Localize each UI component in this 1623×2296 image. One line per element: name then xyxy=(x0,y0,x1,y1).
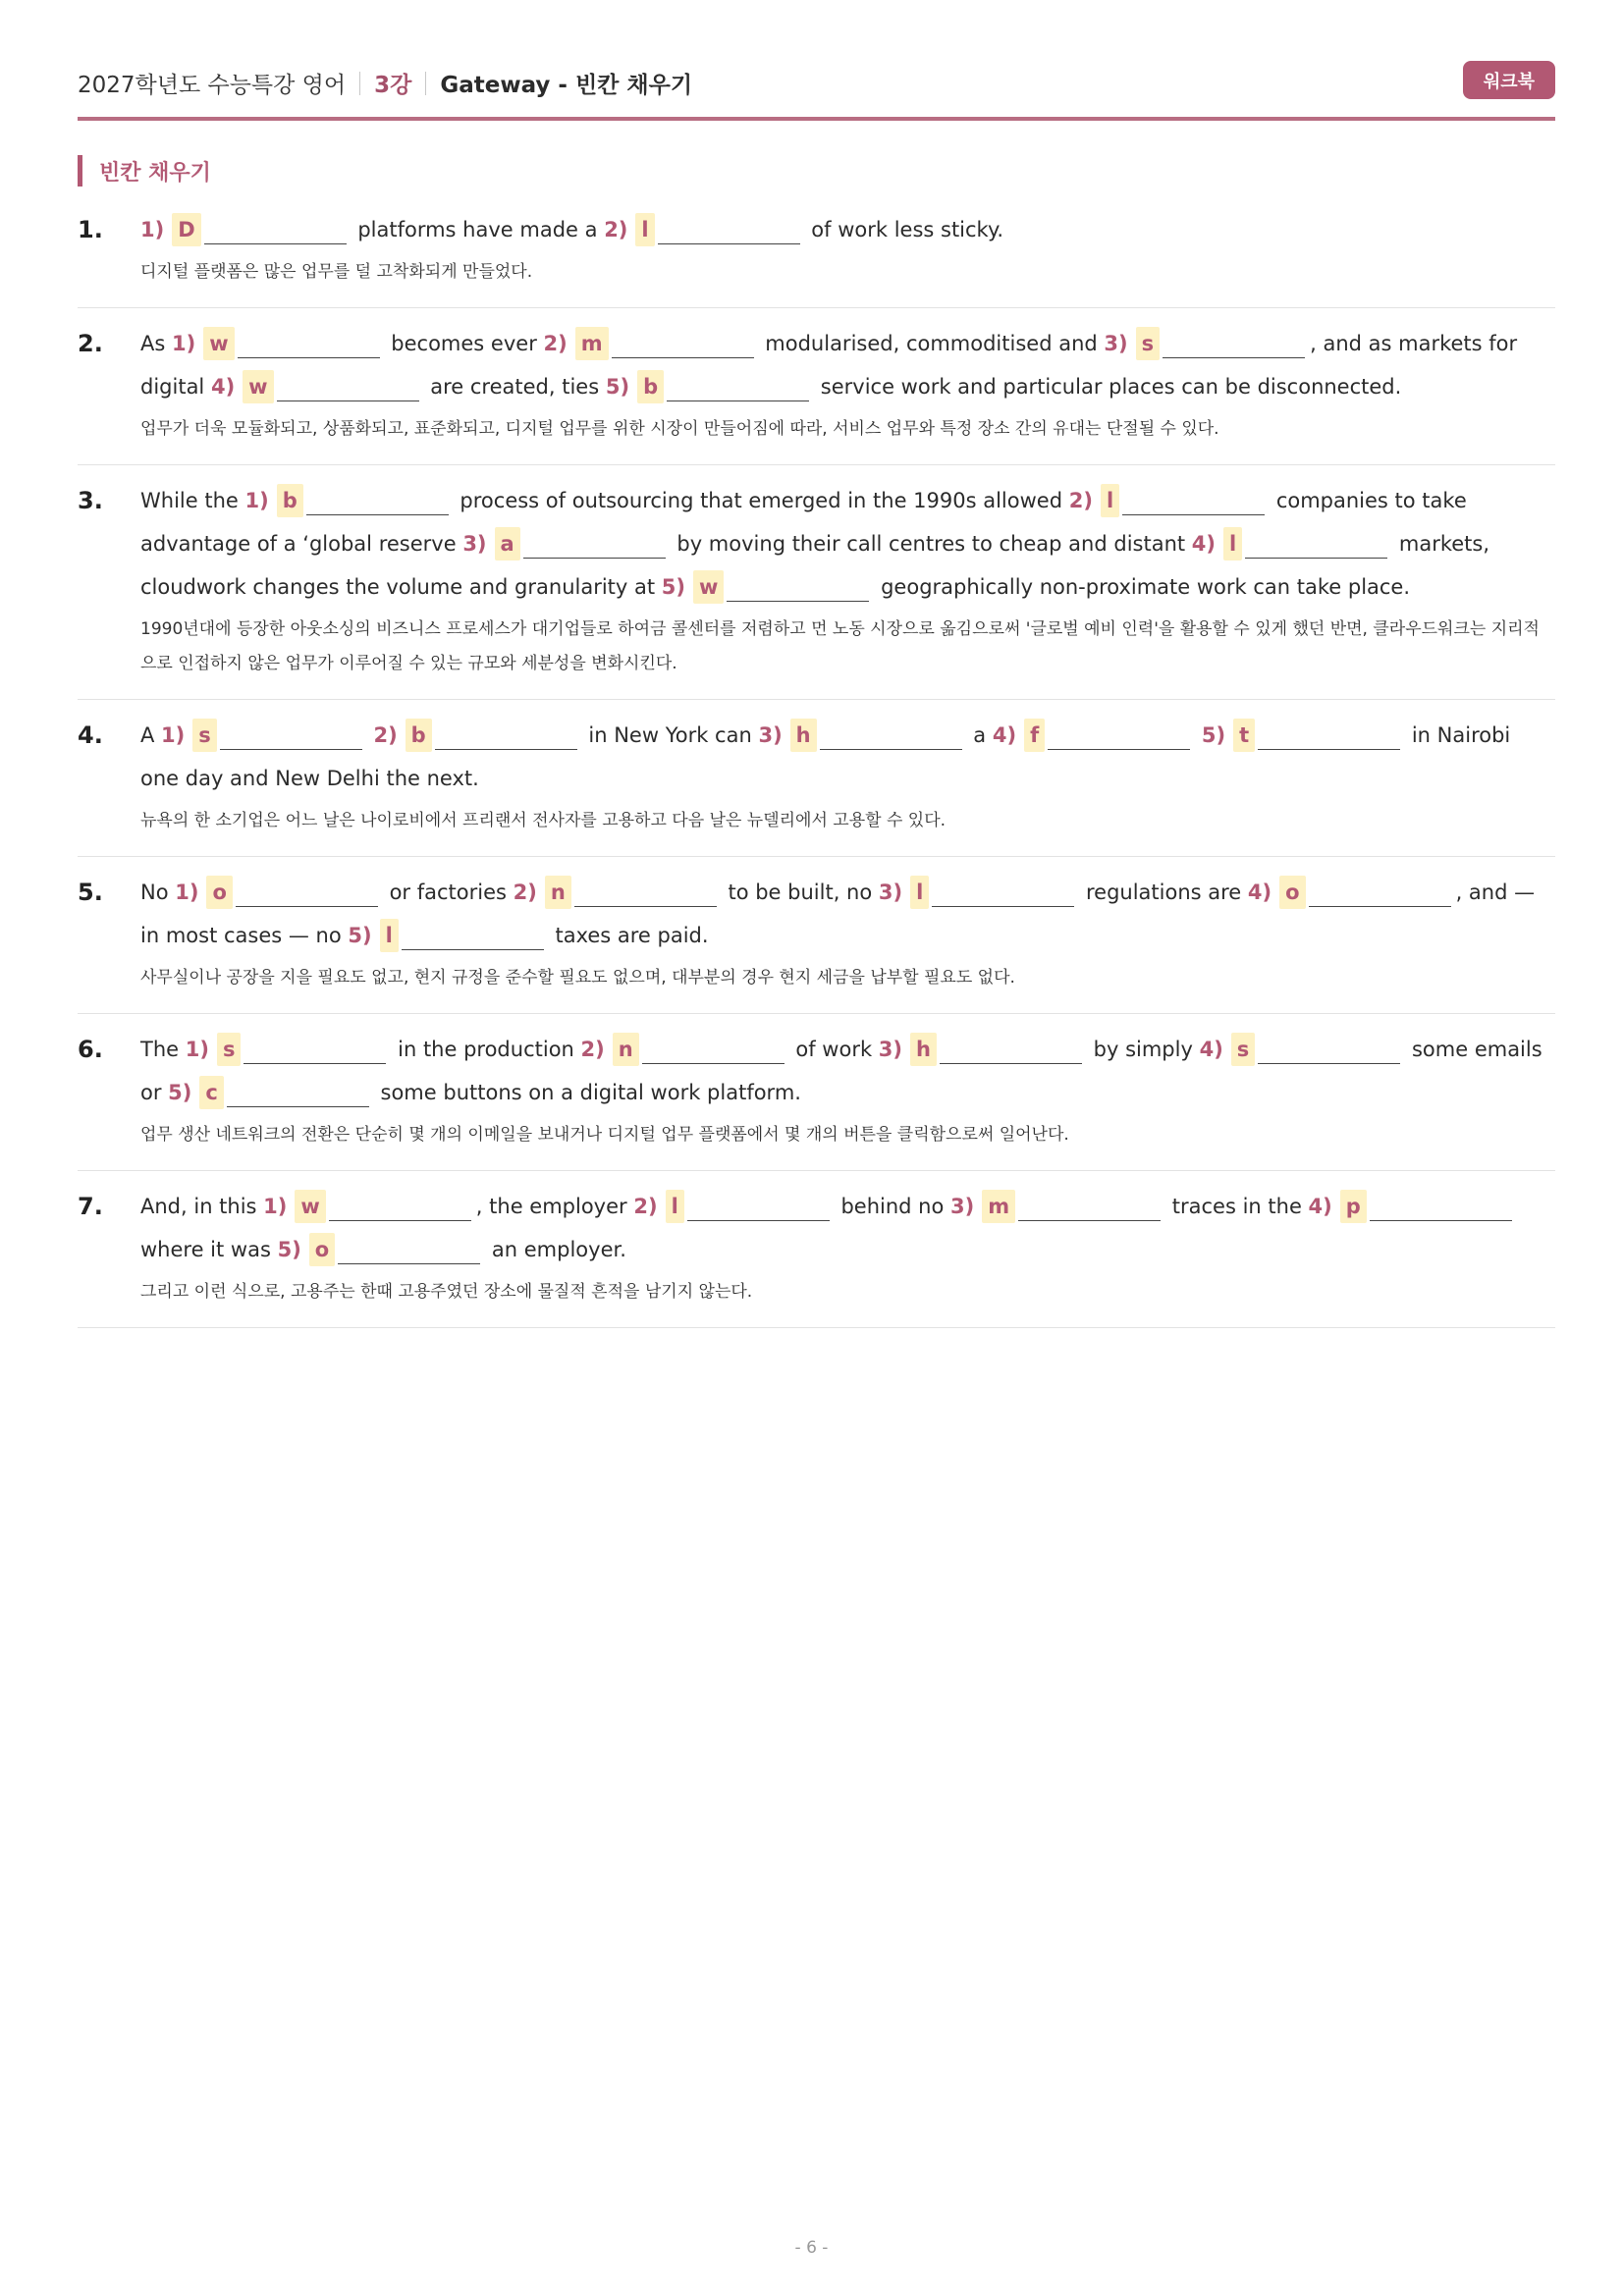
blank-number: 1) xyxy=(161,723,186,747)
sentence-text: , the employer xyxy=(475,1195,634,1218)
blank-hint-letter: w xyxy=(243,370,273,403)
question-number: 3. xyxy=(78,487,103,514)
sentence-text: The xyxy=(140,1038,186,1061)
blank-number: 1) xyxy=(171,332,196,355)
sentence-text: are created, ties xyxy=(423,375,606,399)
blank-hint-letter: l xyxy=(1101,484,1119,517)
sentence-text: A xyxy=(140,723,162,747)
question-body xyxy=(140,208,1555,290)
lesson-number: 3강 xyxy=(374,73,412,98)
question-item xyxy=(78,700,1555,857)
blank-hint-letter: h xyxy=(910,1033,937,1066)
question-body xyxy=(140,1028,1555,1152)
answer-blank[interactable] xyxy=(1122,487,1265,515)
blank-number: 3) xyxy=(878,881,903,904)
section-accent-bar xyxy=(78,155,82,187)
answer-blank[interactable] xyxy=(574,879,717,907)
blank-number: 4) xyxy=(1308,1195,1332,1218)
blank-hint-letter: D xyxy=(172,213,200,246)
answer-blank[interactable] xyxy=(306,487,449,515)
question-number: 6. xyxy=(78,1036,103,1063)
blank-hint-letter: b xyxy=(277,484,303,517)
question-body xyxy=(140,479,1555,681)
blank-number: 5) xyxy=(605,375,630,399)
sentence-text: of work less sticky. xyxy=(804,218,1004,241)
sentence-text: a xyxy=(966,723,993,747)
question-body xyxy=(140,322,1555,447)
blank-number: 1) xyxy=(140,218,165,241)
blank-hint-letter: s xyxy=(1231,1033,1256,1066)
blank-hint-letter: m xyxy=(575,327,609,360)
sentence-text: some emails or xyxy=(140,1038,1542,1104)
header-divider xyxy=(425,72,426,95)
workbook-badge: 워크북 xyxy=(1463,61,1555,99)
answer-blank[interactable] xyxy=(435,721,577,750)
blank-hint-letter: a xyxy=(495,527,520,561)
blank-number: 4) xyxy=(1247,881,1272,904)
sentence-text: in New York can xyxy=(581,723,759,747)
blank-number: 5) xyxy=(277,1238,301,1261)
header-divider-line xyxy=(78,117,1555,121)
blank-hint-letter: h xyxy=(790,719,817,752)
sentence-text: markets, cloudwork changes the volume and granularity at xyxy=(140,532,1490,599)
answer-blank[interactable] xyxy=(1309,879,1451,907)
question-number: 2. xyxy=(78,330,103,357)
english-sentence xyxy=(140,714,1555,800)
blank-hint-letter: l xyxy=(635,213,654,246)
answer-blank[interactable] xyxy=(402,922,544,950)
sentence-text: taxes are paid. xyxy=(548,924,709,947)
sentence-text: where it was xyxy=(140,1238,278,1261)
page-number: - 6 - xyxy=(794,2238,829,2258)
blank-number: 4) xyxy=(1191,532,1217,556)
answer-blank[interactable] xyxy=(238,330,380,358)
sentence-text: , and as markets for digital xyxy=(140,332,1518,399)
blank-number: 4) xyxy=(992,723,1017,747)
sentence-text: service work and particular places can be disconnected. xyxy=(814,375,1402,399)
sentence-text: traces in the xyxy=(1165,1195,1309,1218)
blank-number: 5) xyxy=(661,575,686,599)
page-header xyxy=(78,61,1555,118)
blank-hint-letter: w xyxy=(693,570,724,604)
blank-number: 3) xyxy=(1104,332,1128,355)
header-breadcrumb xyxy=(78,67,692,99)
answer-blank[interactable] xyxy=(1245,530,1387,559)
answer-blank[interactable] xyxy=(687,1193,830,1221)
blank-number: 1) xyxy=(244,489,269,512)
sentence-text: modularised, commoditised and xyxy=(758,332,1105,355)
answer-blank[interactable] xyxy=(204,216,347,244)
sentence-text: companies to take advantage of a ‘global reserve xyxy=(140,489,1467,556)
blank-number: 4) xyxy=(210,375,236,399)
blank-number: 3) xyxy=(949,1195,975,1218)
question-body xyxy=(140,871,1555,995)
sentence-text: While the xyxy=(140,489,245,512)
english-sentence xyxy=(140,1028,1555,1114)
blank-hint-letter: l xyxy=(666,1190,684,1223)
question-number: 1. xyxy=(78,216,103,243)
blank-hint-letter: w xyxy=(203,327,234,360)
question-body xyxy=(140,714,1555,838)
korean-translation: 업무 생산 네트워크의 전환은 단순히 몇 개의 이메일을 보내거나 디지털 업무 플랫폼에서 몇 개의 버튼을 클릭함으로써 일어난다. xyxy=(140,1125,1069,1145)
answer-blank[interactable] xyxy=(940,1036,1082,1064)
blank-number: 5) xyxy=(168,1081,192,1104)
sentence-text: to be built, no xyxy=(721,881,879,904)
blank-number: 3) xyxy=(462,532,487,556)
sentence-text xyxy=(1195,723,1202,747)
sentence-text: behind no xyxy=(834,1195,950,1218)
english-sentence xyxy=(140,871,1555,957)
course-name: 2027학년도 수능특강 영어 xyxy=(78,73,347,98)
blank-number: 2) xyxy=(580,1038,605,1061)
answer-blank[interactable] xyxy=(612,330,754,358)
page-title: Gateway - 빈칸 채우기 xyxy=(440,73,693,98)
blank-number: 2) xyxy=(513,881,537,904)
blank-number: 2) xyxy=(373,723,398,747)
blank-hint-letter: o xyxy=(206,876,232,909)
answer-blank[interactable] xyxy=(932,879,1074,907)
sentence-text: , and — in most cases — no xyxy=(140,881,1536,947)
header-divider xyxy=(359,72,360,95)
blank-hint-letter: c xyxy=(199,1076,223,1109)
korean-translation: 디지털 플랫폼은 많은 업무를 덜 고착화되게 만들었다. xyxy=(140,262,533,282)
blank-hint-letter: o xyxy=(1279,876,1305,909)
blank-hint-letter: t xyxy=(1233,719,1255,752)
blank-number: 3) xyxy=(758,723,783,747)
korean-translation: 사무실이나 공장을 지을 필요도 없고, 현지 규정을 준수할 필요도 없으며, 대부분의 경우 현지 세금을 납부할 필요도 없다. xyxy=(140,968,1015,988)
sentence-text: platforms have made a xyxy=(351,218,605,241)
question-number: 4. xyxy=(78,721,103,749)
sentence-text: geographically non-proximate work can take place. xyxy=(874,575,1411,599)
blank-number: 3) xyxy=(878,1038,903,1061)
korean-translation: 업무가 더욱 모듈화되고, 상품화되고, 표준화되고, 디지털 업무를 위한 시장이 만들어짐에 따라, 서비스 업무와 특정 장소 간의 유대는 단절될 수 있다. xyxy=(140,419,1219,439)
blank-number: 2) xyxy=(604,218,628,241)
sentence-text: No xyxy=(140,881,176,904)
sentence-text: As xyxy=(140,332,172,355)
sentence-text: or factories xyxy=(382,881,514,904)
sentence-text: in Nairobi one day and New Delhi the next. xyxy=(140,723,1511,790)
blank-hint-letter: p xyxy=(1340,1190,1367,1223)
sentence-text: of work xyxy=(788,1038,879,1061)
answer-blank[interactable] xyxy=(1258,1036,1400,1064)
blank-hint-letter: b xyxy=(637,370,664,403)
blank-number: 5) xyxy=(348,924,372,947)
sentence-text: becomes ever xyxy=(384,332,544,355)
question-item xyxy=(78,194,1555,308)
section-heading xyxy=(78,155,211,187)
english-sentence xyxy=(140,479,1555,609)
blank-hint-letter: m xyxy=(982,1190,1015,1223)
answer-blank[interactable] xyxy=(227,1079,369,1107)
question-body xyxy=(140,1185,1555,1309)
blank-number: 2) xyxy=(1068,489,1093,512)
sentence-text: by moving their call centres to cheap and distant xyxy=(670,532,1192,556)
blank-number: 2) xyxy=(543,332,568,355)
question-item xyxy=(78,857,1555,1014)
question-item xyxy=(78,1014,1555,1171)
blank-hint-letter: l xyxy=(910,876,929,909)
blank-number: 5) xyxy=(1201,723,1226,747)
korean-translation: 그리고 이런 식으로, 고용주는 한때 고용주였던 장소에 물질적 흔적을 남기지 않는다. xyxy=(140,1282,753,1302)
answer-blank[interactable] xyxy=(329,1193,471,1221)
question-item xyxy=(78,465,1555,700)
answer-blank[interactable] xyxy=(277,373,419,401)
korean-translation: 뉴욕의 한 소기업은 어느 날은 나이로비에서 프리랜서 전사자를 고용하고 다음 날은 뉴델리에서 고용할 수 있다. xyxy=(140,811,947,830)
blank-number: 4) xyxy=(1199,1038,1223,1061)
answer-blank[interactable] xyxy=(236,879,378,907)
blank-hint-letter: o xyxy=(309,1233,335,1266)
english-sentence xyxy=(140,1185,1555,1271)
answer-blank[interactable] xyxy=(667,373,809,401)
blank-number: 1) xyxy=(175,881,199,904)
blank-hint-letter: s xyxy=(1136,327,1161,360)
blank-hint-letter: s xyxy=(192,719,217,752)
blank-hint-letter: s xyxy=(217,1033,242,1066)
answer-blank[interactable] xyxy=(642,1036,784,1064)
sentence-text: process of outsourcing that emerged in the 1990s allowed xyxy=(453,489,1069,512)
blank-hint-letter: l xyxy=(380,919,399,952)
sentence-text: some buttons on a digital work platform. xyxy=(373,1081,801,1104)
question-item xyxy=(78,1171,1555,1328)
blank-number: 1) xyxy=(185,1038,209,1061)
blank-hint-letter: n xyxy=(613,1033,639,1066)
question-number: 7. xyxy=(78,1193,103,1220)
answer-blank[interactable] xyxy=(1048,721,1190,750)
sentence-text: in the production xyxy=(391,1038,581,1061)
question-list xyxy=(78,194,1555,1328)
answer-blank[interactable] xyxy=(1018,1193,1161,1221)
english-sentence xyxy=(140,208,1555,251)
sentence-text: an employer. xyxy=(485,1238,626,1261)
answer-blank[interactable] xyxy=(523,530,666,559)
section-title: 빈칸 채우기 xyxy=(99,160,211,186)
question-number: 5. xyxy=(78,879,103,906)
answer-blank[interactable] xyxy=(220,721,362,750)
answer-blank[interactable] xyxy=(820,721,962,750)
blank-hint-letter: b xyxy=(406,719,432,752)
answer-blank[interactable] xyxy=(1163,330,1305,358)
sentence-text: by simply xyxy=(1086,1038,1200,1061)
blank-hint-letter: n xyxy=(545,876,571,909)
english-sentence xyxy=(140,322,1555,408)
blank-hint-letter: l xyxy=(1223,527,1242,561)
sentence-text: And, in this xyxy=(140,1195,264,1218)
answer-blank[interactable] xyxy=(1370,1193,1512,1221)
blank-hint-letter: f xyxy=(1024,719,1045,752)
sentence-text: regulations are xyxy=(1079,881,1248,904)
blank-number: 1) xyxy=(263,1195,288,1218)
answer-blank[interactable] xyxy=(658,216,800,244)
blank-number: 2) xyxy=(633,1195,658,1218)
blank-hint-letter: w xyxy=(295,1190,325,1223)
answer-blank[interactable] xyxy=(1258,721,1400,750)
answer-blank[interactable] xyxy=(727,573,869,602)
question-item xyxy=(78,308,1555,465)
korean-translation: 1990년대에 등장한 아웃소싱의 비즈니스 프로세스가 대기업들로 하여금 콜센터를 저렴하고 먼 노동 시장으로 옮김으로써 '글로벌 예비 인력'을 활용할 수 있게 했던 반면, 클라우드워크는 지리적으로 인접하지 않은 업무가 이루어질 수 있는 규모와 세분성을 변화시킨다. xyxy=(140,619,1540,673)
answer-blank[interactable] xyxy=(338,1236,480,1264)
answer-blank[interactable] xyxy=(243,1036,386,1064)
